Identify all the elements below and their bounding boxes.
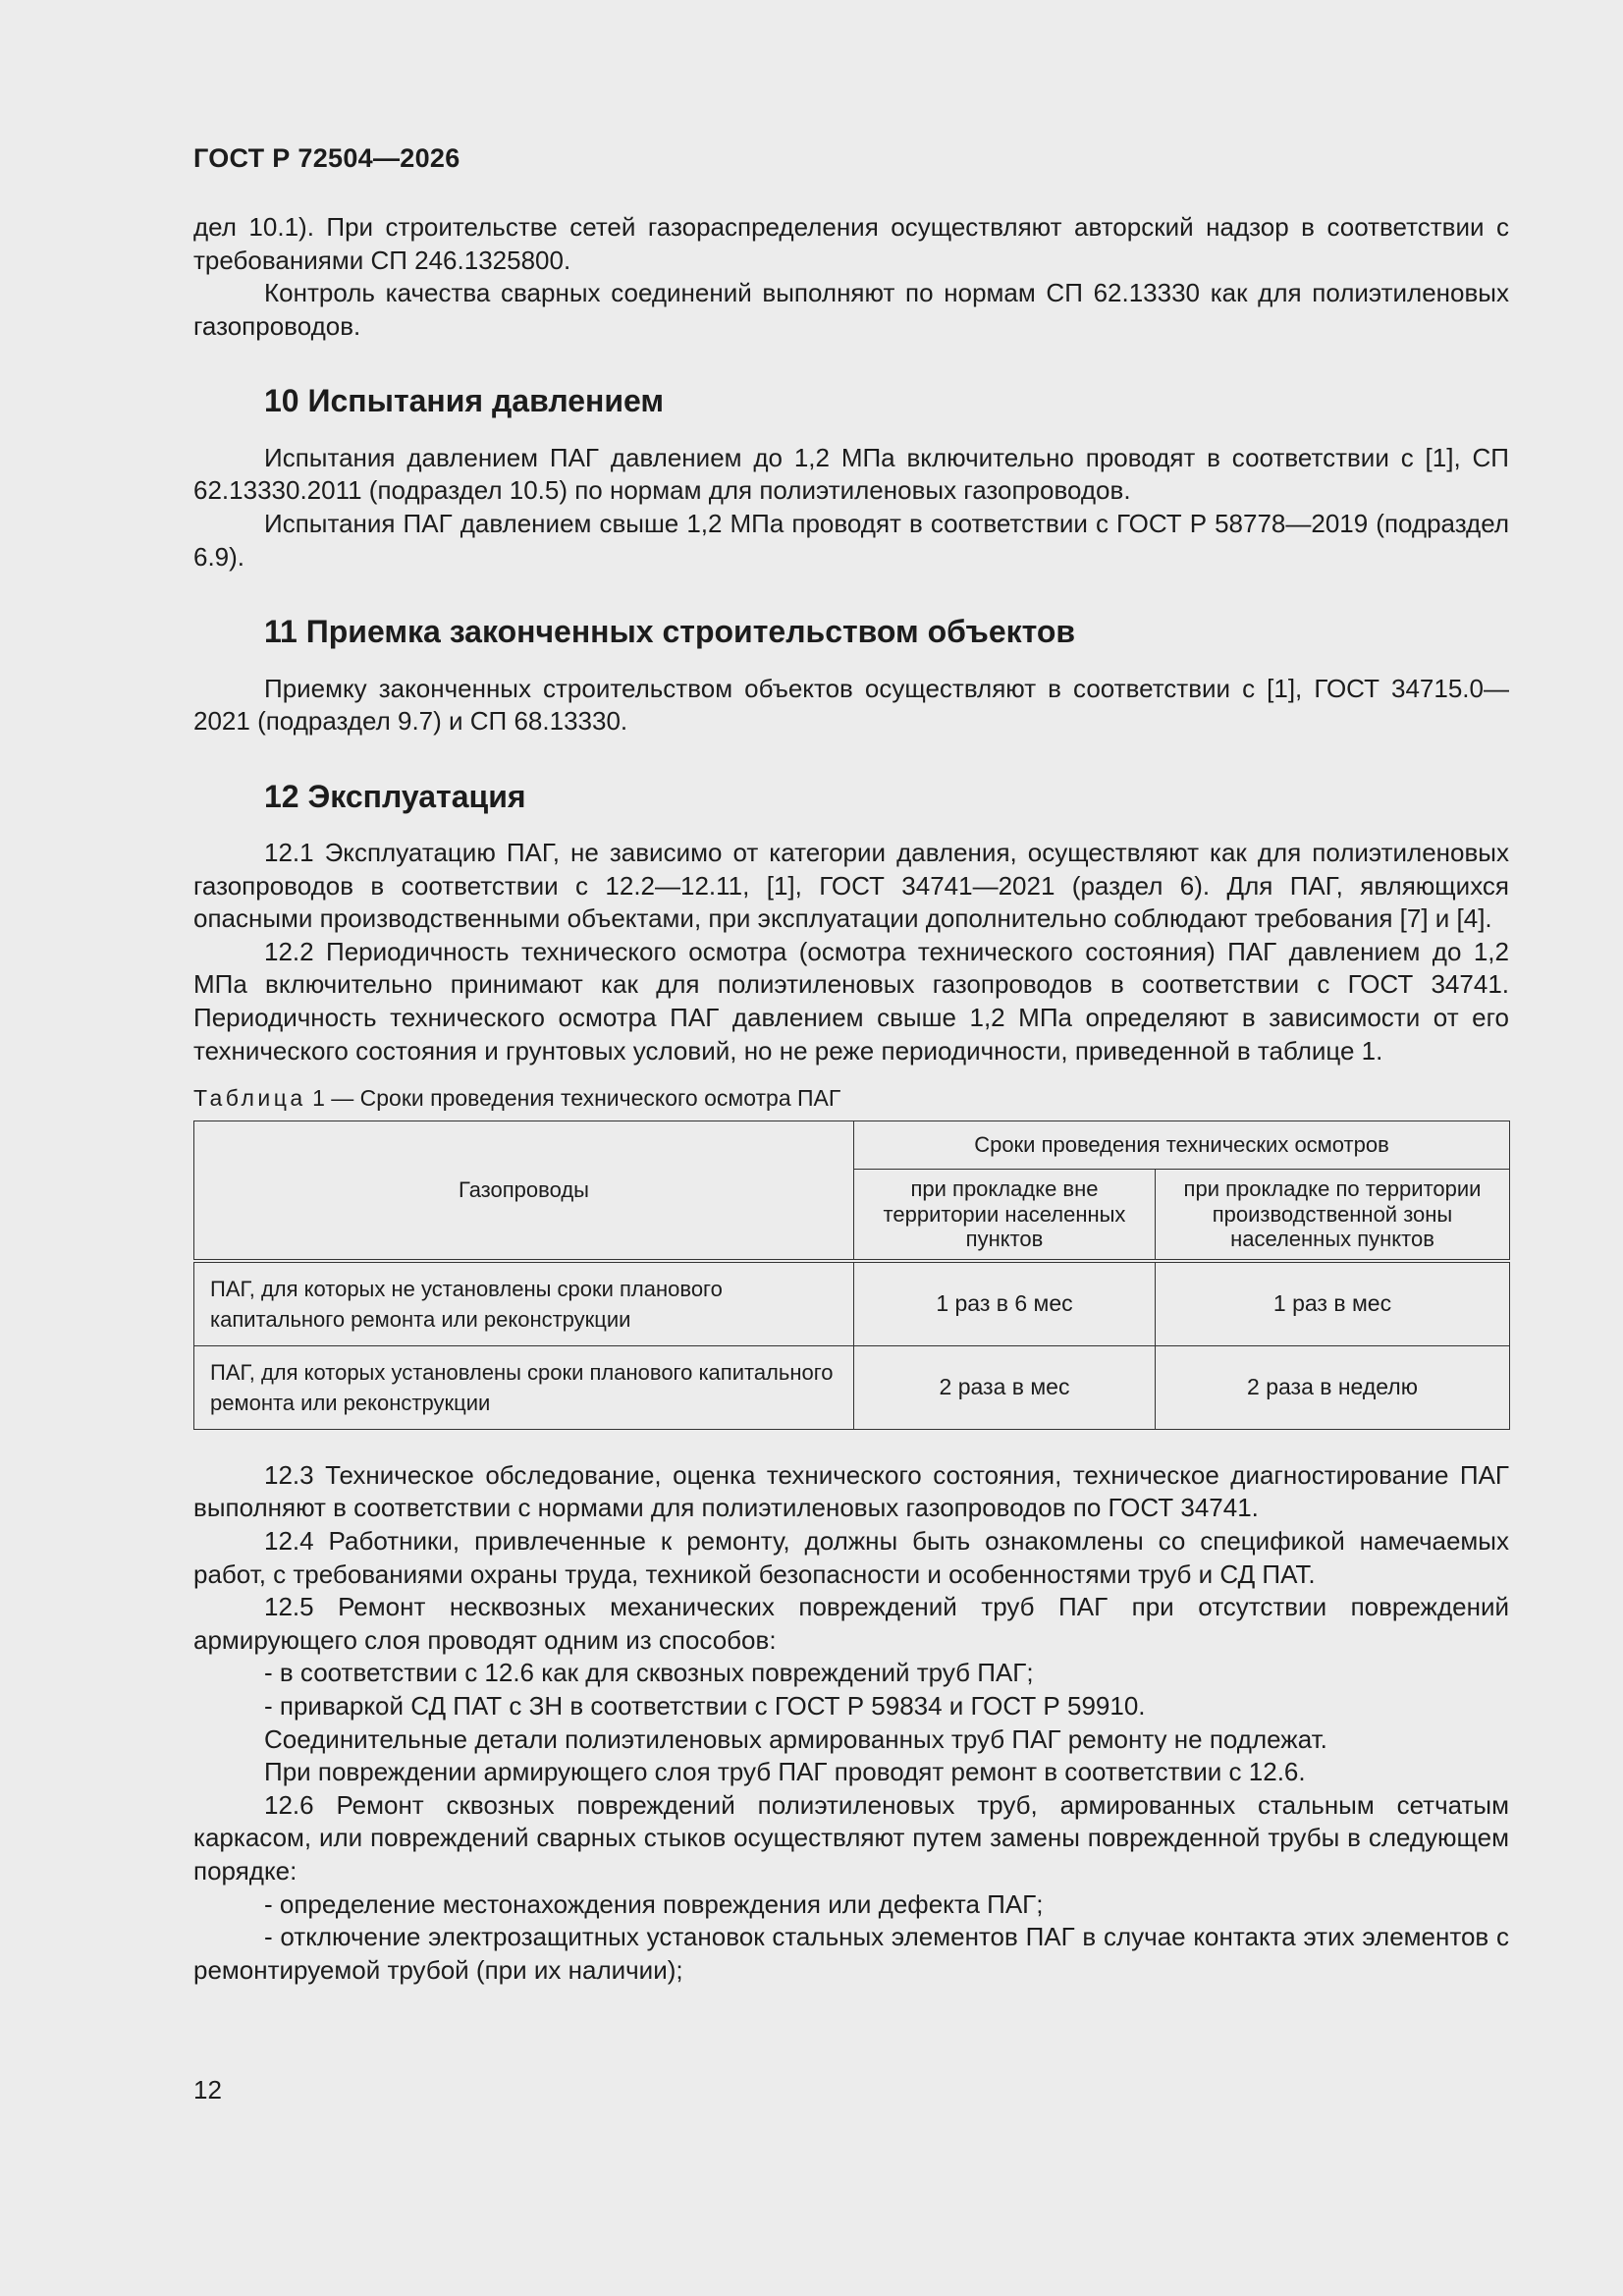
- column-header-industrial-zone: при прокладке по территории производственной зоны населенных пунктов: [1156, 1170, 1510, 1261]
- page-number: 12: [193, 2075, 222, 2105]
- section-11-title: 11 Приемка законченных строительством объектов: [264, 614, 1076, 650]
- table-cell-outside-settlements: 1 раз в 6 мес: [854, 1261, 1156, 1346]
- list-item: - отключение электрозащитных установок стальных элементов ПАГ в случае контакта этих элементов с ремонтируемой трубой (при их наличии);: [193, 1922, 1509, 1985]
- table-1-caption: [193, 1085, 1509, 1113]
- list-item: - в соответствии с 12.6 как для сквозных повреждений труб ПАГ;: [264, 1658, 1034, 1688]
- clause-12-1: 12.1 Эксплуатацию ПАГ, не зависимо от категории давления, осуществляют как для полиэтиленовых газопроводов в соответствии с 12.2—12.11, [1], ГОСТ 34741—2021 (раздел 6). Для ПАГ, являющихся опасными производственными объектами, при эксплуатации дополнительно соблюдают требования [7] и [4].: [193, 838, 1509, 934]
- clause-12-4: 12.4 Работники, привлеченные к ремонту, должны быть ознакомлены со спецификой намечаемых работ, с требованиями охраны труда, техникой безопасности и особенностями труб и СД ПАТ.: [193, 1526, 1509, 1589]
- table-row-label: ПАГ, для которых не установлены сроки планового капитального ремонта или реконструкции: [194, 1261, 854, 1346]
- section-12-title: 12 Эксплуатация: [264, 778, 526, 814]
- section-11-paragraph-1: Приемку законченных строительством объектов осуществляют в соответствии с [1], ГОСТ 34715.0—2021 (подраздел 9.7) и СП 68.13330.: [193, 673, 1509, 737]
- table-cell-outside-settlements: 2 раза в мес: [854, 1345, 1156, 1429]
- table-cell-industrial-zone: 2 раза в неделю: [1156, 1345, 1510, 1429]
- list-item: - определение местонахождения повреждения или дефекта ПАГ;: [264, 1888, 1044, 1919]
- document-code-header: ГОСТ Р 72504—2026: [193, 143, 460, 173]
- column-header-outside-settlements: при прокладке вне территории населенных пунктов: [854, 1170, 1156, 1261]
- table-row: [194, 1261, 1510, 1346]
- paragraph-intro-1: дел 10.1). При строительстве сетей газораспределения осуществляют авторский надзор в соответствии с требованиями СП 246.1325800.: [193, 212, 1509, 275]
- table-caption-word: Таблица: [193, 1085, 306, 1112]
- column-group-header-inspection-terms: Сроки проведения технических осмотров: [854, 1121, 1510, 1169]
- table-row: [194, 1345, 1510, 1429]
- clause-12-2: 12.2 Периодичность технического осмотра (осмотра технического состояния) ПАГ давлением до 1,2 МПа включительно принимают как для полиэтиленовых газопроводов в соответствии с ГОСТ 34741. Периодичность технического осмотра ПАГ давлением свыше 1,2 МПа определяют в зависимости от его технического состояния и грунтовых условий, но не реже периодичности, приведенной в таблице 1.: [193, 936, 1509, 1066]
- document-page: [193, 145, 1509, 1987]
- clause-12-5: 12.5 Ремонт несквозных механических повреждений труб ПАГ при отсутствии повреждений армирующего слоя проводят одним из способов:: [193, 1592, 1509, 1655]
- paragraph-intro-2: Контроль качества сварных соединений выполняют по нормам СП 62.13330 как для полиэтиленовых газопроводов.: [193, 278, 1509, 341]
- section-10-paragraph-2: Испытания ПАГ давлением свыше 1,2 МПа проводят в соответствии с ГОСТ Р 58778—2019 (подраздел 6.9).: [193, 508, 1509, 572]
- clause-12-5-note-1: Соединительные детали полиэтиленовых армированных труб ПАГ ремонту не подлежат.: [264, 1723, 1327, 1754]
- table-cell-industrial-zone: 1 раз в мес: [1156, 1261, 1510, 1346]
- list-item: - приваркой СД ПАТ с ЗН в соответствии с ГОСТ Р 59834 и ГОСТ Р 59910.: [264, 1691, 1146, 1722]
- clause-12-5-note-2: При повреждении армирующего слоя труб ПАГ проводят ремонт в соответствии с 12.6.: [264, 1757, 1306, 1787]
- table-row-label: ПАГ, для которых установлены сроки планового капитального ремонта или реконструкции: [194, 1345, 854, 1429]
- clause-12-6: 12.6 Ремонт сквозных повреждений полиэтиленовых труб, армированных стальным сетчатым каркасом, или повреждений сварных стыков осуществляют путем замены поврежденной трубы в следующем порядке:: [193, 1789, 1509, 1886]
- inspection-schedule-table: [193, 1121, 1510, 1430]
- section-10-paragraph-1: Испытания давлением ПАГ давлением до 1,2 МПа включительно проводят в соответствии с [1], СП 62.13330.2011 (подраздел 10.5) по нормам для полиэтиленовых газопроводов.: [193, 442, 1509, 506]
- section-10-title: 10 Испытания давлением: [264, 383, 665, 419]
- table-caption-text: 1 — Сроки проведения технического осмотра ПАГ: [312, 1085, 841, 1112]
- column-header-pipelines: Газопроводы: [194, 1121, 854, 1261]
- clause-12-3: 12.3 Техническое обследование, оценка технического состояния, техническое диагностирование ПАГ выполняют в соответствии с нормами для полиэтиленовых газопроводов по ГОСТ 34741.: [193, 1459, 1509, 1523]
